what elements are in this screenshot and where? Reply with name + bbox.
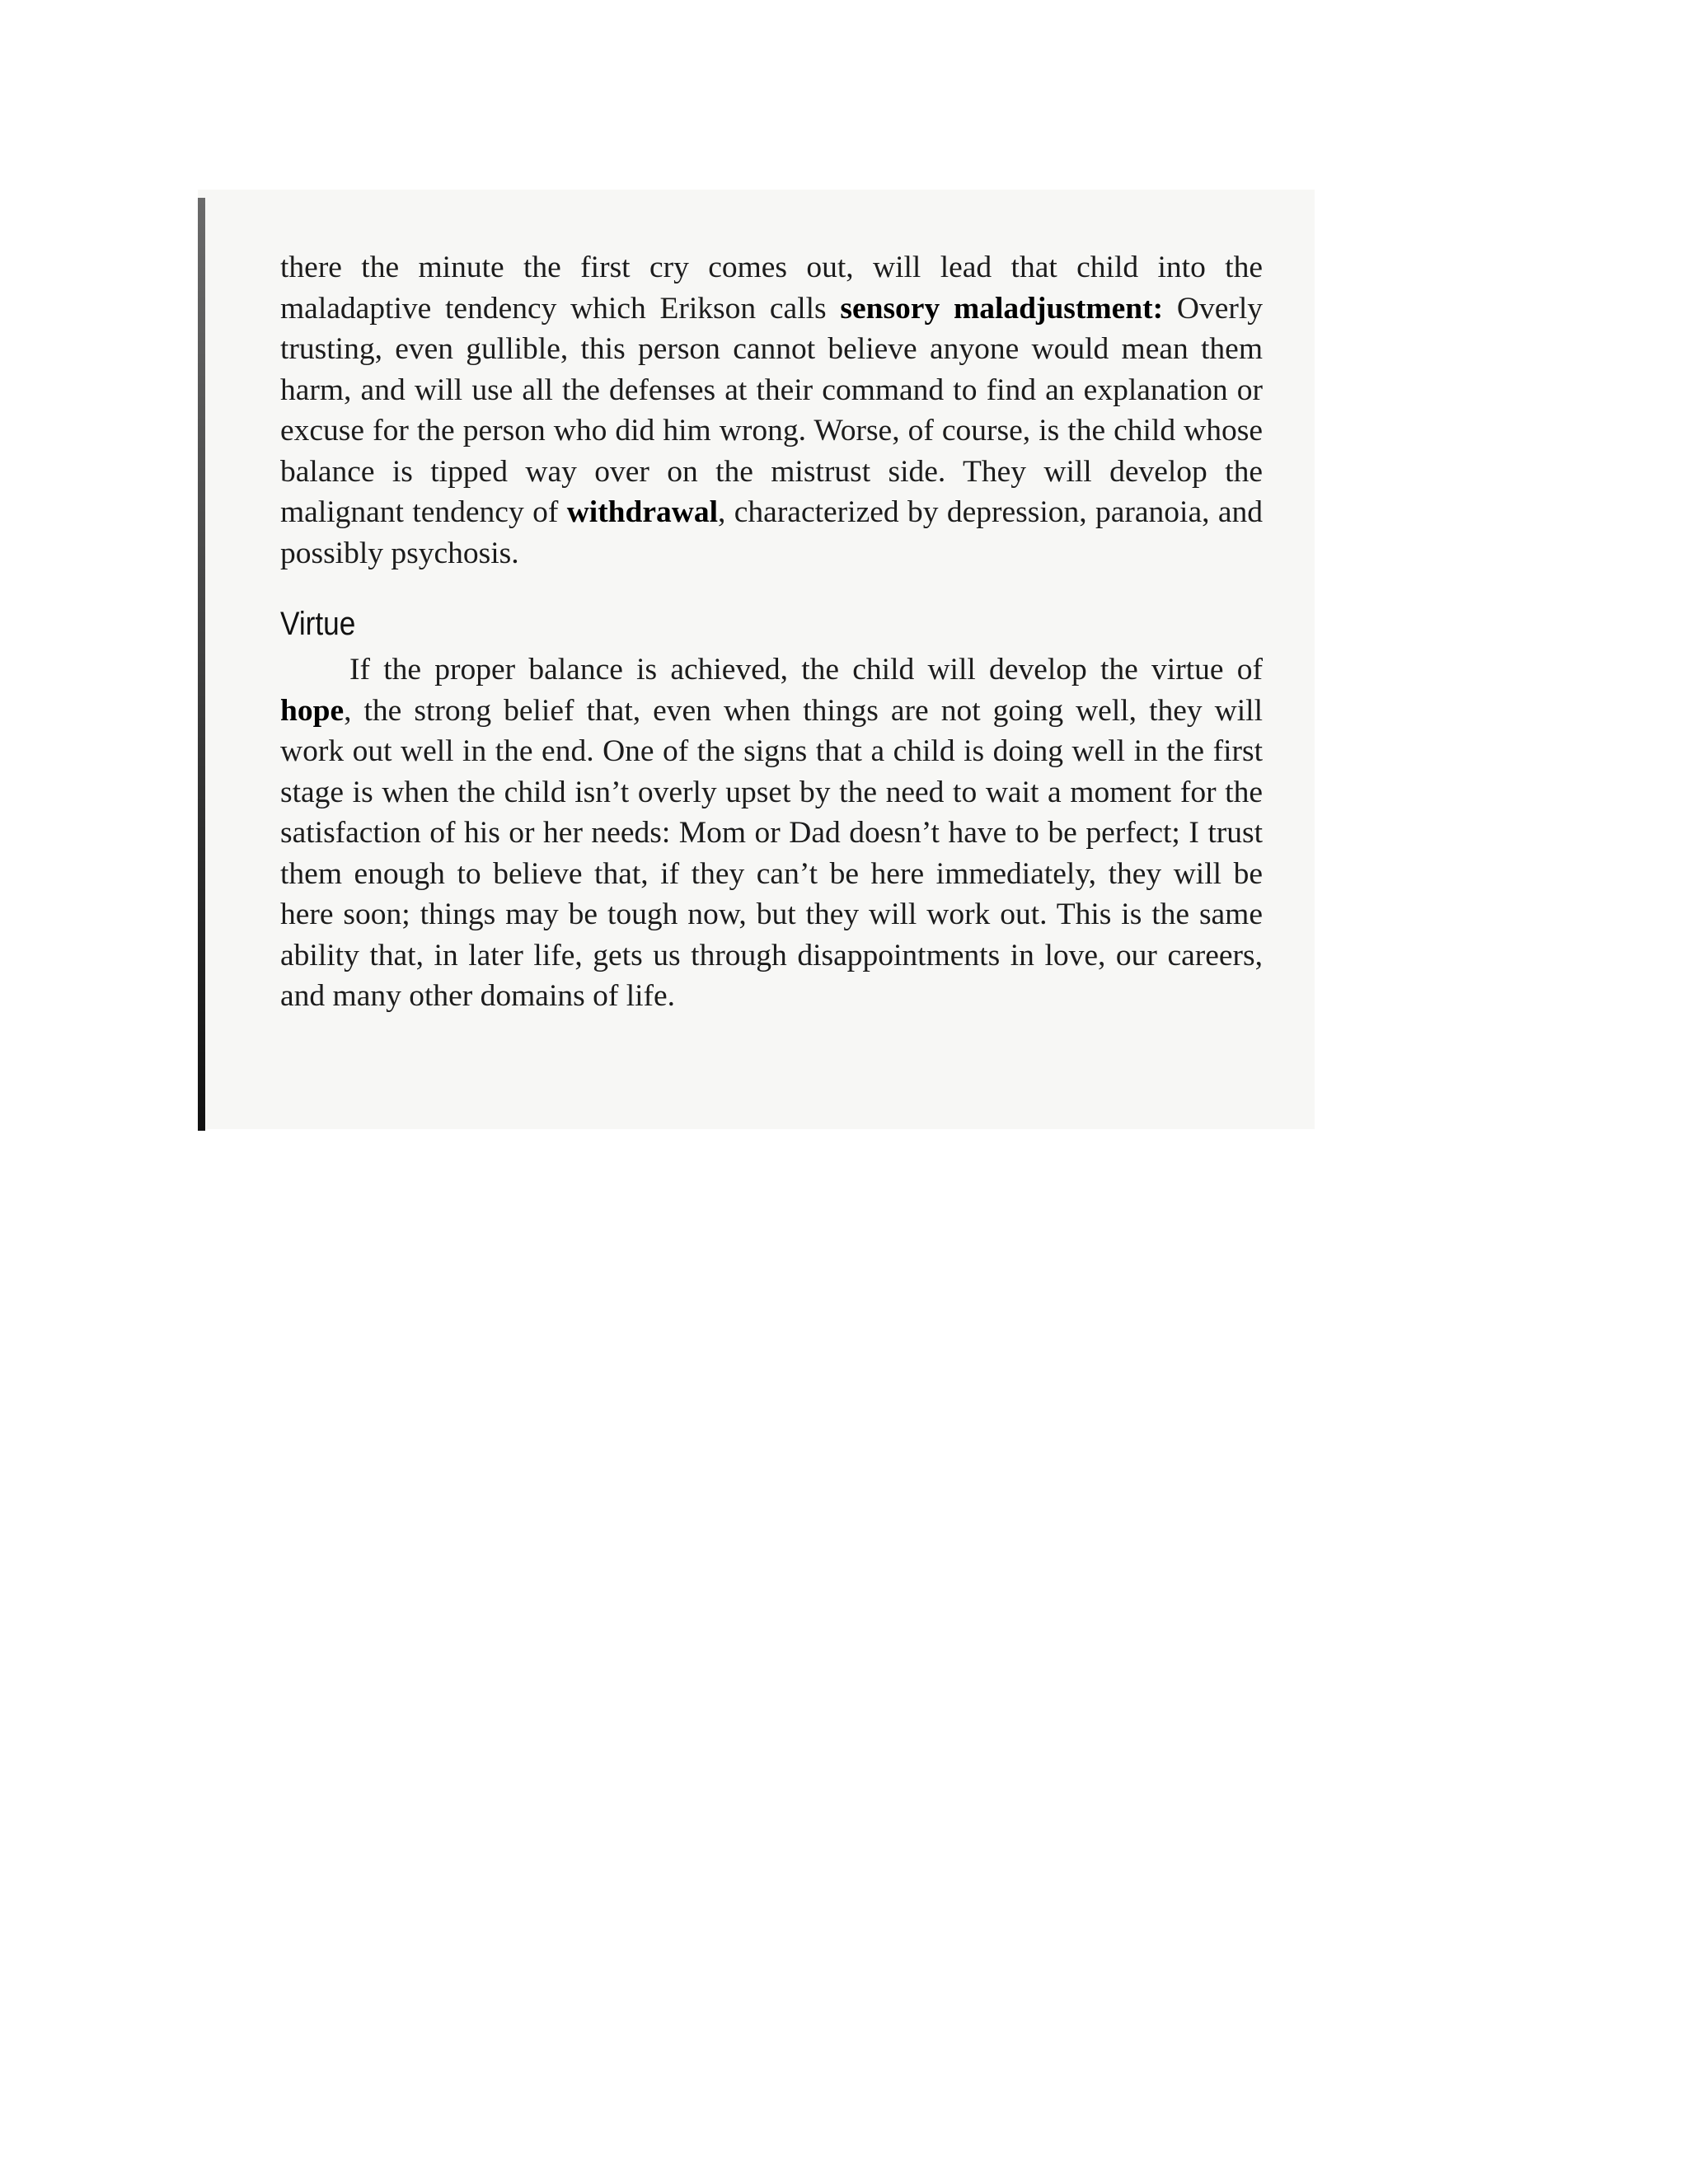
paragraph-text: there the minute the first cry comes out, will lead that child into the maladaptive tendency which Erikson calls bbox=[280, 251, 1263, 326]
paragraph-text: , characterized by depression, paranoia, and possibly psychosis. bbox=[280, 495, 1263, 570]
paragraph-text: If the proper balance is achieved, the child will develop the virtue of bbox=[349, 653, 1263, 687]
paragraph-text: Overly trusting, even gullible, this person cannot believe anyone would mean them harm, and will use all the defenses at their command to find an explanation or excuse for the person who did him wrong. Worse, of course, is the child whose balance is tipped way over on the mistrust side. They will develop the malignant tendency of bbox=[280, 291, 1263, 529]
paragraph-maladjustment bbox=[280, 247, 1263, 574]
paragraph-virtue bbox=[280, 649, 1263, 1017]
term-withdrawal: withdrawal bbox=[566, 495, 719, 529]
scan-shadow-edge bbox=[198, 198, 205, 1131]
document-body bbox=[280, 247, 1263, 1017]
paragraph-text: , the strong belief that, even when things are not going well, they will work out well in the end. One of the signs that a child is doing well in the first stage is when the child isn’t overly upset by the need to wait a moment for the satisfaction of his or her needs: Mom or Dad doesn’t have to be perfect; I trust them enough to believe that, if they can’t be here immediately, they will be here soon; things may be tough now, but they will work out. This is the same ability that, in later life, gets us through disappointments in love, our careers, and many other domains of life. bbox=[280, 693, 1263, 1013]
term-sensory-maladjustment: sensory maladjustment: bbox=[840, 291, 1164, 326]
term-hope: hope bbox=[280, 693, 345, 728]
section-heading-virtue: Virtue bbox=[280, 606, 356, 642]
